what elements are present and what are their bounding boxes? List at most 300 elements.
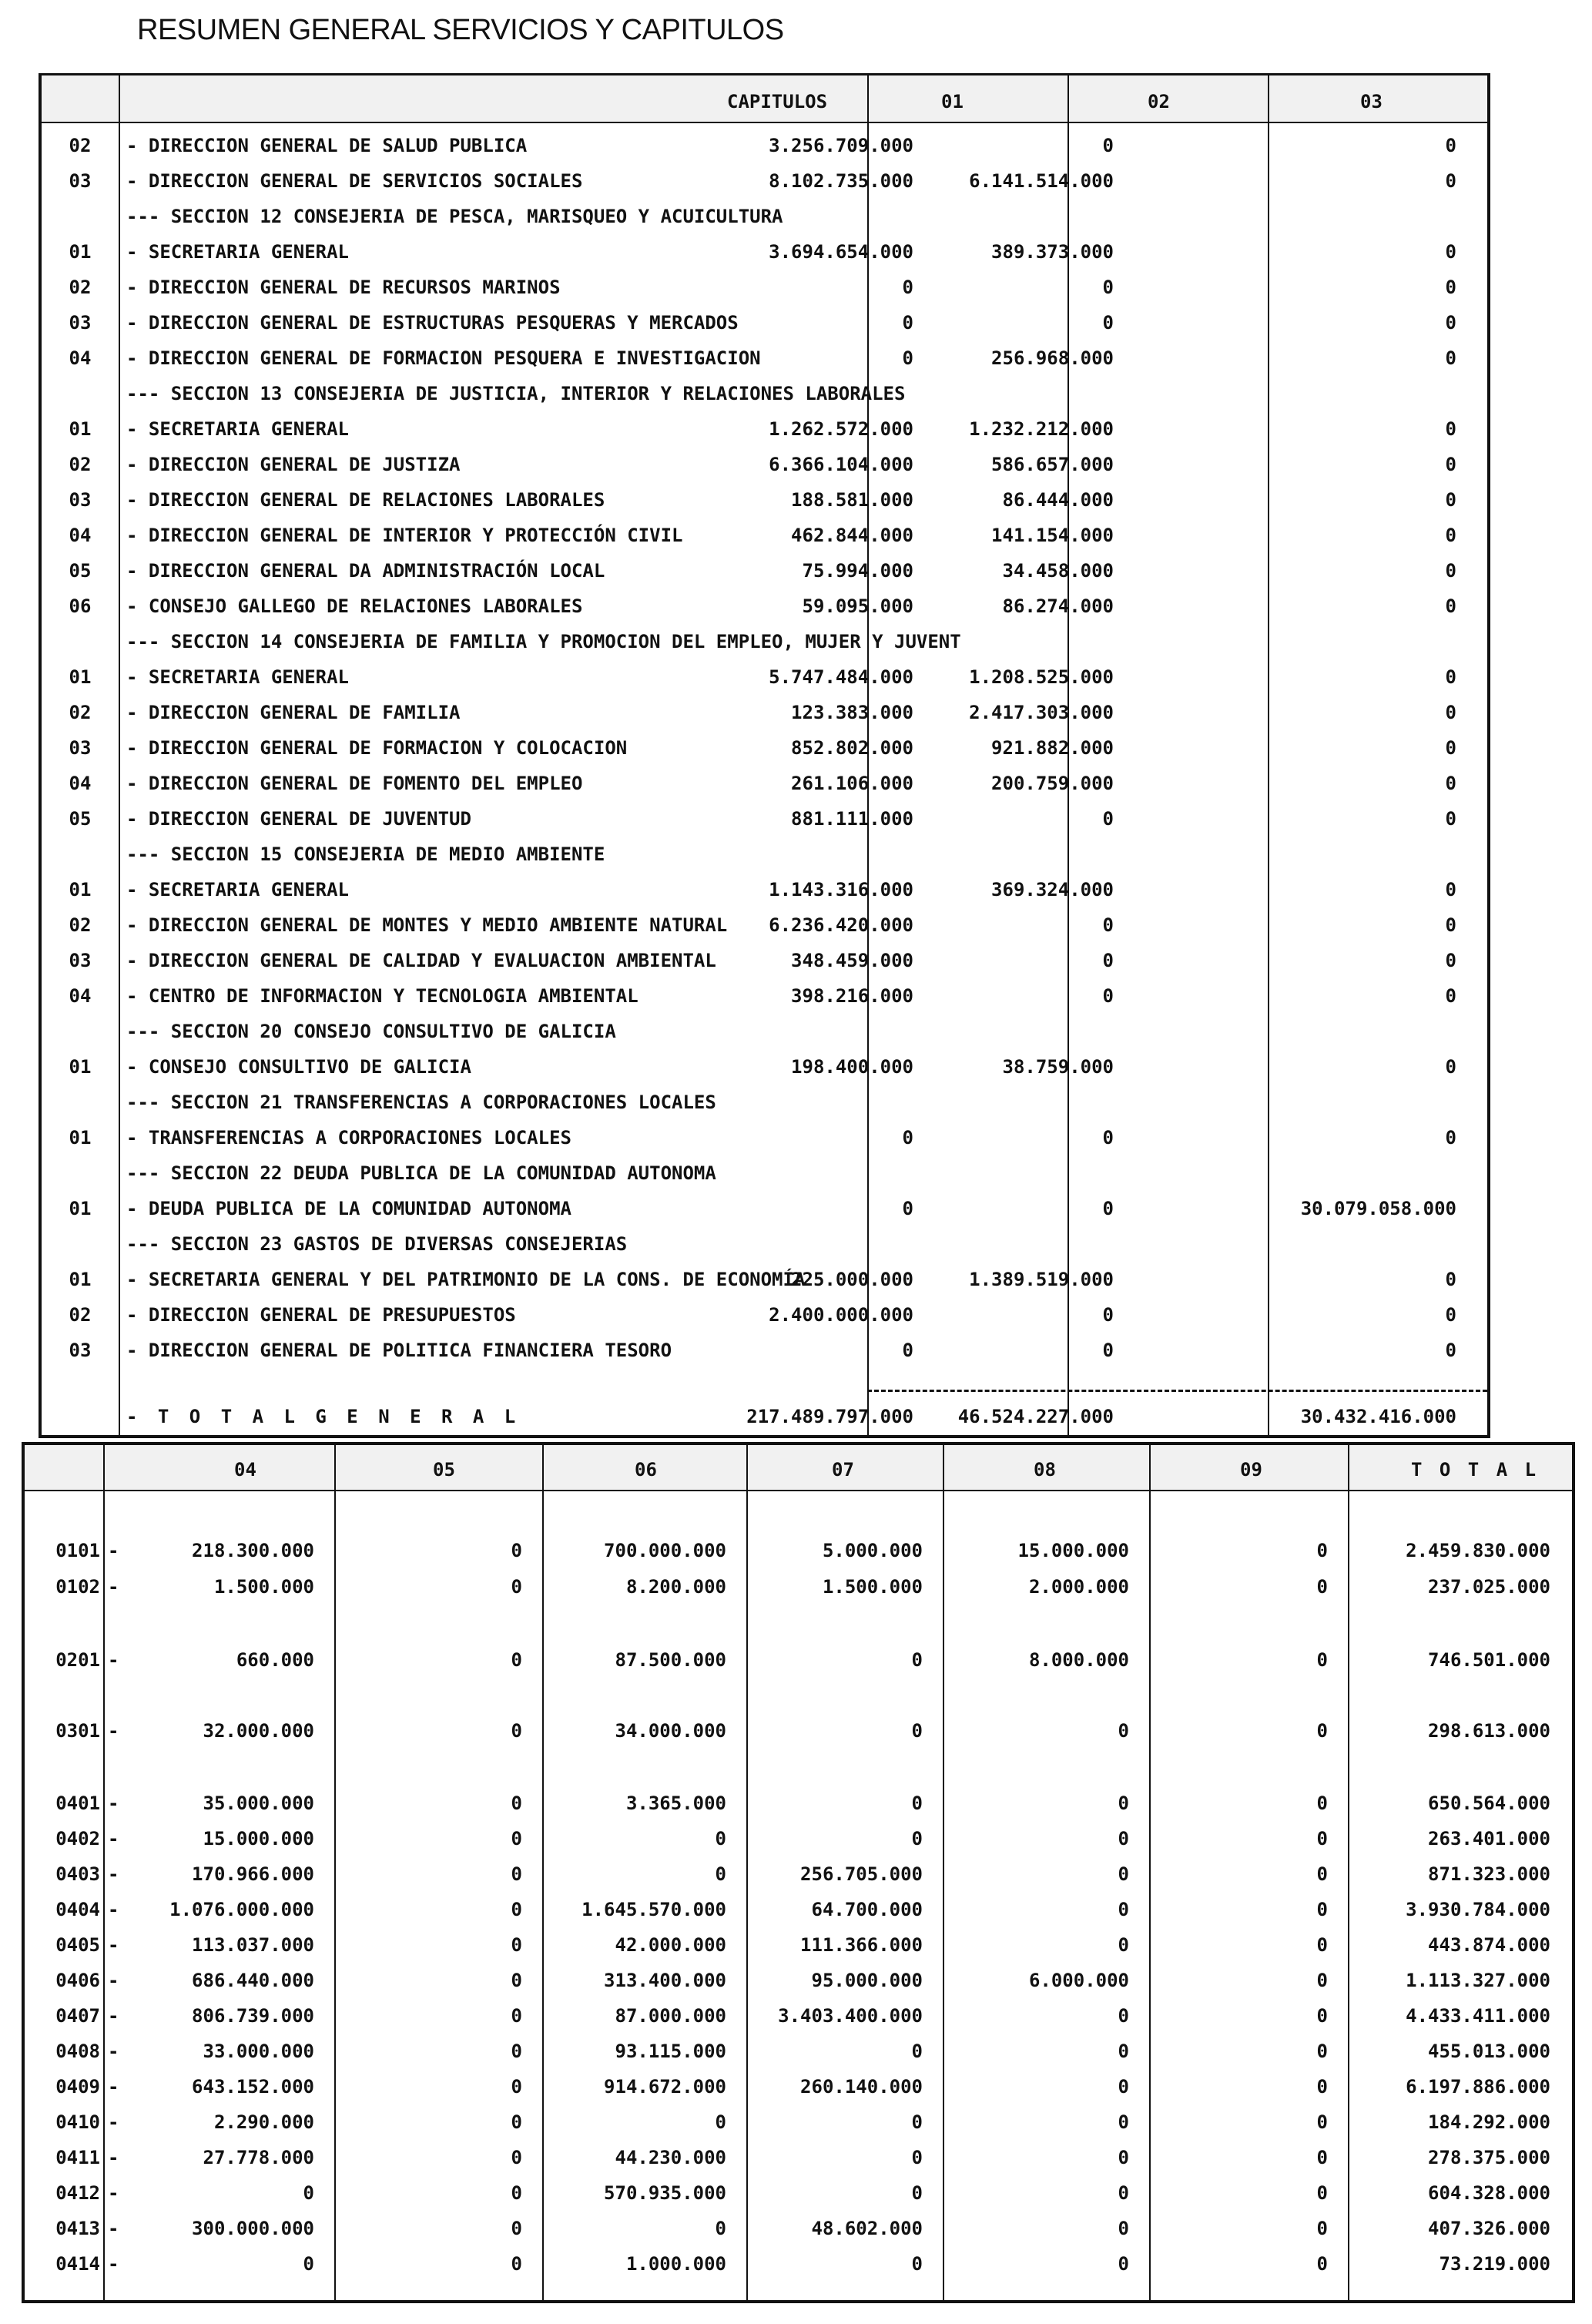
table-row	[42, 411, 1487, 447]
cell-c06: 570.935.000	[604, 2182, 726, 2204]
cell-c06: 0	[715, 2218, 726, 2239]
row-dash: -	[108, 1828, 119, 1849]
page-title: RESUMEN GENERAL SERVICIOS Y CAPITULOS	[137, 14, 784, 46]
table-row	[25, 1821, 1572, 1856]
cell-c05: 0	[511, 2005, 522, 2027]
cell-c08: 0	[1118, 1934, 1129, 1956]
row-description: - DIRECCION GENERAL DE POLITICA FINANCIERA TESORO	[126, 1340, 672, 1361]
row-description: - DEUDA PUBLICA DE LA COMUNIDAD AUTONOMA	[126, 1198, 571, 1219]
table-row	[25, 2034, 1572, 2069]
cell-c02: 0	[1102, 1127, 1114, 1149]
cell-c03: 0	[1445, 418, 1456, 440]
cell-c03: 0	[1445, 595, 1456, 617]
row-dash: -	[108, 1899, 119, 1920]
cell-c01: 2.400.000.000	[769, 1304, 913, 1326]
cell-c08: 0	[1118, 1899, 1129, 1920]
cell-c07: 0	[911, 2147, 923, 2168]
cell-c02: 921.882.000	[991, 737, 1114, 759]
cell-c01: 75.994.000	[802, 560, 913, 582]
cell-c04: 1.500.000	[213, 1576, 314, 1598]
cell-c05: 0	[511, 1540, 522, 1561]
row-code: 04	[69, 773, 92, 794]
cell-c09: 0	[1316, 1576, 1328, 1598]
table-row	[25, 1998, 1572, 2034]
row-code: 04	[69, 985, 92, 1007]
cell-c08: 0	[1118, 1828, 1129, 1849]
cell-c09: 0	[1316, 2076, 1328, 2098]
cell-c02: 0	[1102, 1198, 1114, 1219]
cell-c08: 0	[1118, 2253, 1129, 2275]
row-description: - DIRECCION GENERAL DE PRESUPUESTOS	[126, 1304, 516, 1326]
cell-c06: 87.500.000	[615, 1649, 726, 1671]
cell-c01: 198.400.000	[791, 1056, 913, 1078]
row-description: - DIRECCION GENERAL DE FOMENTO DEL EMPLEO	[126, 773, 583, 794]
total-label: - T O T A L G E N E R A L	[126, 1406, 521, 1427]
cell-c06: 44.230.000	[615, 2147, 726, 2168]
row-code: 03	[69, 170, 92, 192]
row-code: 03	[69, 489, 92, 511]
row-code: 03	[69, 737, 92, 759]
cell-c02: 389.373.000	[991, 241, 1114, 263]
table-row	[25, 1533, 1572, 1568]
cell-c01: 261.106.000	[791, 773, 913, 794]
row-description: - DIRECCION GENERAL DE MONTES Y MEDIO AMBIENTE NATURAL	[126, 914, 728, 936]
cell-c07: 3.403.400.000	[778, 2005, 923, 2027]
row-dash: -	[108, 2218, 119, 2239]
row-code: 0414	[55, 2253, 100, 2275]
cell-c09: 0	[1316, 1828, 1328, 1849]
row-description: - DIRECCION GENERAL DE SALUD PUBLICA	[126, 135, 528, 156]
row-description: - DIRECCION GENERAL DE CALIDAD Y EVALUACION AMBIENTAL	[126, 950, 716, 971]
table-row	[42, 305, 1487, 340]
cell-c08: 0	[1118, 2111, 1129, 2133]
row-code: 04	[69, 347, 92, 369]
cell-total: 4.433.411.000	[1406, 2005, 1550, 2027]
cell-c02: 1.208.525.000	[969, 666, 1114, 688]
table-row	[25, 1642, 1572, 1678]
cell-c07: 1.500.000	[822, 1576, 923, 1598]
cell-c03: 0	[1445, 560, 1456, 582]
cell-c03: 0	[1445, 170, 1456, 192]
cell-c02: 86.444.000	[1002, 489, 1114, 511]
section-heading-row	[42, 1085, 1487, 1120]
cell-c02: 0	[1102, 1340, 1114, 1361]
header-col01: 01	[941, 91, 964, 112]
cell-c02: 0	[1102, 1304, 1114, 1326]
cell-c03: 0	[1445, 985, 1456, 1007]
cell-c01: 188.581.000	[791, 489, 913, 511]
row-description: - SECRETARIA GENERAL Y DEL PATRIMONIO DE LA CONS. DE ECONOMÍA	[126, 1269, 806, 1290]
table-row	[42, 447, 1487, 482]
cell-c09: 0	[1316, 2182, 1328, 2204]
table-row	[42, 234, 1487, 270]
row-code: 0405	[55, 1934, 100, 1956]
cell-total: 3.930.784.000	[1406, 1899, 1550, 1920]
row-code: 01	[69, 666, 92, 688]
row-code: 04	[69, 525, 92, 546]
table-row	[42, 270, 1487, 305]
cell-c06: 0	[715, 2111, 726, 2133]
cell-c04: 643.152.000	[192, 2076, 314, 2098]
cell-c02: 1.232.212.000	[969, 418, 1114, 440]
row-code: 0102	[55, 1576, 100, 1598]
cell-c03: 0	[1445, 525, 1456, 546]
row-code: 0401	[55, 1792, 100, 1814]
cell-c06: 42.000.000	[615, 1934, 726, 1956]
total-c02: 46.524.227.000	[957, 1406, 1114, 1427]
cell-c02: 0	[1102, 808, 1114, 830]
header-rule	[42, 122, 1487, 123]
cell-c01: 398.216.000	[791, 985, 913, 1007]
cell-c03: 0	[1445, 773, 1456, 794]
row-dash: -	[108, 2253, 119, 2275]
cell-c02: 0	[1102, 312, 1114, 334]
cell-c03: 0	[1445, 666, 1456, 688]
section-title: --- SECCION 20 CONSEJO CONSULTIVO DE GALICIA	[126, 1021, 616, 1042]
cell-c02: 0	[1102, 914, 1114, 936]
cell-c03: 0	[1445, 914, 1456, 936]
cell-c06: 1.000.000	[625, 2253, 726, 2275]
cell-c02: 1.389.519.000	[969, 1269, 1114, 1290]
row-code: 0408	[55, 2041, 100, 2062]
cell-c03: 0	[1445, 1056, 1456, 1078]
cell-c07: 0	[911, 1792, 923, 1814]
section-heading-row	[42, 837, 1487, 872]
cell-c04: 1.076.000.000	[169, 1899, 314, 1920]
cell-c08: 0	[1118, 2005, 1129, 2027]
row-dash: -	[108, 1576, 119, 1598]
total-c01: 217.489.797.000	[746, 1406, 913, 1427]
cell-c07: 0	[911, 2182, 923, 2204]
row-code: 05	[69, 560, 92, 582]
section-title: --- SECCION 15 CONSEJERIA DE MEDIO AMBIENTE	[126, 843, 605, 865]
table-row	[42, 1049, 1487, 1085]
cell-c02: 141.154.000	[991, 525, 1114, 546]
cell-c03: 0	[1445, 312, 1456, 334]
table-row	[25, 2211, 1572, 2246]
cell-c01: 1.262.572.000	[769, 418, 913, 440]
row-description: - DIRECCION GENERAL DE RELACIONES LABORALES	[126, 489, 605, 511]
cell-c03: 0	[1445, 241, 1456, 263]
cell-total: 604.328.000	[1428, 2182, 1550, 2204]
cell-c02: 0	[1102, 950, 1114, 971]
section-title: --- SECCION 22 DEUDA PUBLICA DE LA COMUNIDAD AUTONOMA	[126, 1162, 716, 1184]
row-code: 02	[69, 702, 92, 723]
cell-c05: 0	[511, 2182, 522, 2204]
cell-c08: 0	[1118, 2147, 1129, 2168]
table-row	[42, 128, 1487, 163]
total-separator	[867, 1390, 1487, 1392]
cell-c04: 686.440.000	[192, 1970, 314, 1991]
section-title: --- SECCION 12 CONSEJERIA DE PESCA, MARISQUEO Y ACUICULTURA	[126, 206, 783, 227]
row-code: 02	[69, 277, 92, 298]
cell-c08: 0	[1118, 1792, 1129, 1814]
row-code: 01	[69, 241, 92, 263]
cell-total: 407.326.000	[1428, 2218, 1550, 2239]
cell-c05: 0	[511, 2111, 522, 2133]
header-col03: 03	[1360, 91, 1383, 112]
section-heading-row	[42, 1014, 1487, 1049]
cell-c09: 0	[1316, 1540, 1328, 1561]
row-description: - DIRECCION GENERAL DA ADMINISTRACIÓN LOCAL	[126, 560, 605, 582]
cell-c01: 5.747.484.000	[769, 666, 913, 688]
cell-c01: 8.102.735.000	[769, 170, 913, 192]
table-row	[42, 1120, 1487, 1155]
cell-c06: 0	[715, 1863, 726, 1885]
cell-c01: 6.236.420.000	[769, 914, 913, 936]
row-description: - CENTRO DE INFORMACION Y TECNOLOGIA AMBIENTAL	[126, 985, 638, 1007]
row-code: 0413	[55, 2218, 100, 2239]
cell-c03: 0	[1445, 950, 1456, 971]
cell-c01: 0	[902, 277, 913, 298]
cell-c01: 225.000.000	[791, 1269, 913, 1290]
total-row	[42, 1399, 1487, 1434]
cell-c05: 0	[511, 1899, 522, 1920]
cell-c04: 15.000.000	[203, 1828, 314, 1849]
section-title: --- SECCION 21 TRANSFERENCIAS A CORPORACIONES LOCALES	[126, 1092, 716, 1113]
row-code: 0404	[55, 1899, 100, 1920]
cell-c02: 86.274.000	[1002, 595, 1114, 617]
cell-total: 455.013.000	[1428, 2041, 1550, 2062]
row-code: 03	[69, 950, 92, 971]
table-row	[42, 695, 1487, 730]
row-dash: -	[108, 2182, 119, 2204]
cell-c06: 34.000.000	[615, 1720, 726, 1742]
cell-c04: 33.000.000	[203, 2041, 314, 2062]
row-code: 0301	[55, 1720, 100, 1742]
cell-c02: 38.759.000	[1002, 1056, 1114, 1078]
cell-c05: 0	[511, 1863, 522, 1885]
cell-c03: 0	[1445, 879, 1456, 900]
header-rule	[25, 1490, 1572, 1491]
cell-c07: 64.700.000	[811, 1899, 923, 1920]
section-title: --- SECCION 13 CONSEJERIA DE JUSTICIA, INTERIOR Y RELACIONES LABORALES	[126, 383, 906, 404]
cell-c04: 32.000.000	[203, 1720, 314, 1742]
cell-total: 237.025.000	[1428, 1576, 1550, 1598]
row-code: 0410	[55, 2111, 100, 2133]
cell-c03: 30.079.058.000	[1300, 1198, 1456, 1219]
row-dash: -	[108, 2041, 119, 2062]
cell-c06: 0	[715, 1828, 726, 1849]
cell-c01: 0	[902, 312, 913, 334]
cell-c07: 111.366.000	[800, 1934, 923, 1956]
cell-c08: 0	[1118, 2076, 1129, 2098]
cell-c01: 123.383.000	[791, 702, 913, 723]
cell-c04: 660.000	[236, 1649, 314, 1671]
cell-c09: 0	[1316, 2041, 1328, 2062]
row-code: 0406	[55, 1970, 100, 1991]
table-row	[25, 1569, 1572, 1605]
cell-c03: 0	[1445, 1340, 1456, 1361]
cell-c01: 0	[902, 1198, 913, 1219]
cell-c07: 0	[911, 2041, 923, 2062]
cell-total: 871.323.000	[1428, 1863, 1550, 1885]
cell-c06: 93.115.000	[615, 2041, 726, 2062]
row-description: - CONSEJO GALLEGO DE RELACIONES LABORALES	[126, 595, 583, 617]
cell-c05: 0	[511, 1792, 522, 1814]
row-description: - DIRECCION GENERAL DE SERVICIOS SOCIALES	[126, 170, 583, 192]
row-dash: -	[108, 2147, 119, 2168]
cell-total: 2.459.830.000	[1406, 1540, 1550, 1561]
cell-c09: 0	[1316, 1863, 1328, 1885]
table-row	[42, 943, 1487, 978]
cell-c05: 0	[511, 2076, 522, 2098]
cell-c04: 170.966.000	[192, 1863, 314, 1885]
row-code: 0412	[55, 2182, 100, 2204]
row-code: 02	[69, 1304, 92, 1326]
table-row	[42, 482, 1487, 518]
cell-c02: 0	[1102, 277, 1114, 298]
cell-c03: 0	[1445, 277, 1456, 298]
header-total: T O T A L	[1411, 1459, 1540, 1481]
cell-c04: 27.778.000	[203, 2147, 314, 2168]
row-code: 0201	[55, 1649, 100, 1671]
cell-c04: 0	[303, 2253, 314, 2275]
section-heading-row	[42, 1226, 1487, 1262]
row-description: - SECRETARIA GENERAL	[126, 418, 349, 440]
table-row	[25, 1856, 1572, 1892]
cell-c02: 2.417.303.000	[969, 702, 1114, 723]
cell-c02: 0	[1102, 135, 1114, 156]
header-c08: 08	[1034, 1459, 1056, 1481]
cell-c03: 0	[1445, 808, 1456, 830]
cell-c02: 586.657.000	[991, 454, 1114, 475]
section-title: --- SECCION 23 GASTOS DE DIVERSAS CONSEJERIAS	[126, 1233, 628, 1255]
cell-c06: 8.200.000	[625, 1576, 726, 1598]
cell-total: 443.874.000	[1428, 1934, 1550, 1956]
cell-c07: 0	[911, 2111, 923, 2133]
table-row	[42, 801, 1487, 837]
table-row	[25, 2246, 1572, 2282]
row-dash: -	[108, 1970, 119, 1991]
cell-c04: 35.000.000	[203, 1792, 314, 1814]
cell-c07: 0	[911, 1649, 923, 1671]
cell-c01: 462.844.000	[791, 525, 913, 546]
header-c06: 06	[635, 1459, 657, 1481]
row-code: 01	[69, 1269, 92, 1290]
cell-c01: 881.111.000	[791, 808, 913, 830]
row-code: 01	[69, 1056, 92, 1078]
section-heading-row	[42, 1155, 1487, 1191]
top-table	[39, 73, 1490, 1438]
cell-c09: 0	[1316, 1970, 1328, 1991]
table-row	[25, 2175, 1572, 2211]
row-code: 03	[69, 312, 92, 334]
cell-c09: 0	[1316, 1792, 1328, 1814]
cell-c03: 0	[1445, 1127, 1456, 1149]
table-row	[42, 1297, 1487, 1333]
cell-c02: 369.324.000	[991, 879, 1114, 900]
cell-c08: 15.000.000	[1017, 1540, 1129, 1561]
row-description: - TRANSFERENCIAS A CORPORACIONES LOCALES	[126, 1127, 571, 1149]
table-row	[42, 766, 1487, 801]
cell-c08: 0	[1118, 1720, 1129, 1742]
cell-c02: 0	[1102, 985, 1114, 1007]
table-row	[25, 1927, 1572, 1963]
cell-total: 298.613.000	[1428, 1720, 1550, 1742]
cell-total: 263.401.000	[1428, 1828, 1550, 1849]
table-row	[25, 2069, 1572, 2104]
cell-c03: 0	[1445, 489, 1456, 511]
table-row	[25, 1786, 1572, 1821]
row-code: 01	[69, 1198, 92, 1219]
row-dash: -	[108, 1540, 119, 1561]
cell-c01: 59.095.000	[802, 595, 913, 617]
cell-c09: 0	[1316, 2218, 1328, 2239]
cell-c04: 218.300.000	[192, 1540, 314, 1561]
cell-c06: 1.645.570.000	[581, 1899, 726, 1920]
cell-c03: 0	[1445, 135, 1456, 156]
table-row	[25, 2104, 1572, 2140]
section-title: --- SECCION 14 CONSEJERIA DE FAMILIA Y PROMOCION DEL EMPLEO, MUJER Y JUVENT	[126, 631, 961, 652]
cell-c07: 48.602.000	[811, 2218, 923, 2239]
cell-total: 184.292.000	[1428, 2111, 1550, 2133]
cell-c03: 0	[1445, 737, 1456, 759]
cell-c08: 0	[1118, 1863, 1129, 1885]
row-code: 02	[69, 914, 92, 936]
cell-c06: 87.000.000	[615, 2005, 726, 2027]
cell-c08: 6.000.000	[1028, 1970, 1129, 1991]
cell-c09: 0	[1316, 2005, 1328, 2027]
table-row	[42, 1333, 1487, 1368]
cell-c04: 0	[303, 2182, 314, 2204]
cell-c01: 348.459.000	[791, 950, 913, 971]
header-c07: 07	[832, 1459, 854, 1481]
cell-c01: 0	[902, 347, 913, 369]
row-code: 0409	[55, 2076, 100, 2098]
row-description: - CONSEJO CONSULTIVO DE GALICIA	[126, 1056, 471, 1078]
row-code: 02	[69, 135, 92, 156]
cell-c01: 1.143.316.000	[769, 879, 913, 900]
cell-c03: 0	[1445, 1269, 1456, 1290]
cell-c08: 0	[1118, 2041, 1129, 2062]
row-description: - DIRECCION GENERAL DE FORMACION Y COLOCACION	[126, 737, 628, 759]
row-description: - DIRECCION GENERAL DE FORMACION PESQUERA E INVESTIGACION	[126, 347, 761, 369]
row-description: - SECRETARIA GENERAL	[126, 241, 349, 263]
table-row	[25, 1963, 1572, 1998]
cell-c05: 0	[511, 2147, 522, 2168]
cell-c05: 0	[511, 1934, 522, 1956]
row-code: 01	[69, 418, 92, 440]
row-code: 0403	[55, 1863, 100, 1885]
cell-c08: 8.000.000	[1028, 1649, 1129, 1671]
row-code: 0411	[55, 2147, 100, 2168]
row-dash: -	[108, 1863, 119, 1885]
cell-c08: 0	[1118, 2182, 1129, 2204]
cell-c09: 0	[1316, 2111, 1328, 2133]
cell-c02: 6.141.514.000	[969, 170, 1114, 192]
cell-c03: 0	[1445, 1304, 1456, 1326]
table-row	[25, 1713, 1572, 1749]
cell-c02: 256.968.000	[991, 347, 1114, 369]
cell-c01: 3.694.654.000	[769, 241, 913, 263]
cell-c04: 806.739.000	[192, 2005, 314, 2027]
cell-c09: 0	[1316, 2147, 1328, 2168]
row-description: - DIRECCION GENERAL DE INTERIOR Y PROTECCIÓN CIVIL	[126, 525, 683, 546]
cell-c08: 0	[1118, 2218, 1129, 2239]
table-row	[42, 1191, 1487, 1226]
row-description: - SECRETARIA GENERAL	[126, 879, 349, 900]
row-code: 02	[69, 454, 92, 475]
cell-c07: 256.705.000	[800, 1863, 923, 1885]
cell-c04: 2.290.000	[213, 2111, 314, 2133]
row-code: 01	[69, 879, 92, 900]
cell-c02: 200.759.000	[991, 773, 1114, 794]
cell-c04: 113.037.000	[192, 1934, 314, 1956]
cell-c03: 0	[1445, 454, 1456, 475]
total-c03: 30.432.416.000	[1300, 1406, 1456, 1427]
cell-c07: 5.000.000	[822, 1540, 923, 1561]
